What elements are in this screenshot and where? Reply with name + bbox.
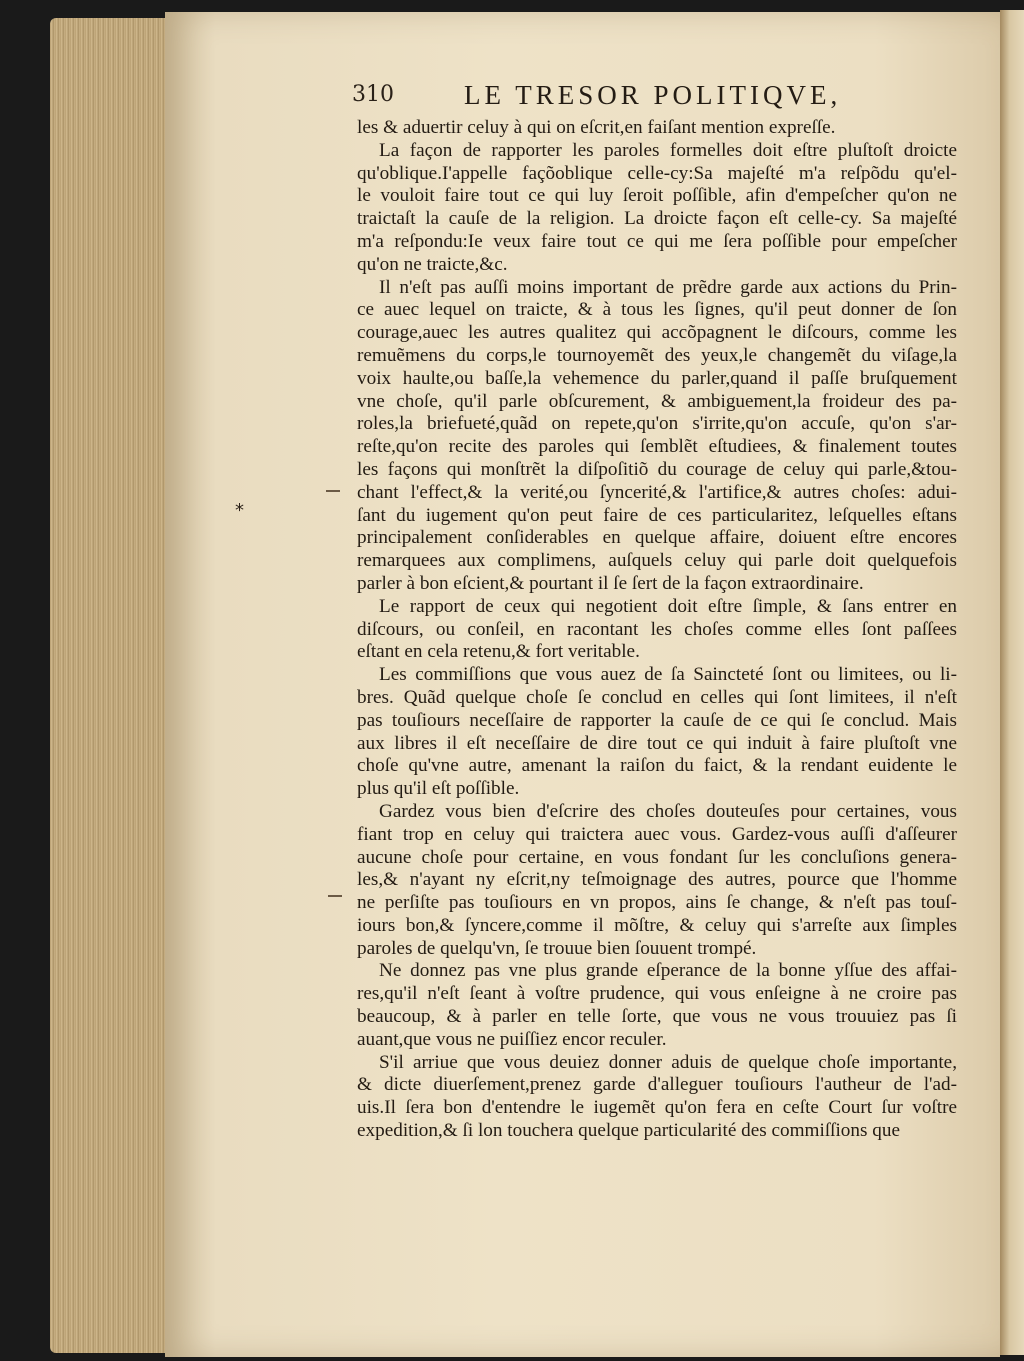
text-line: S'il arriue que vous deuiez donner aduis de quelque choſe importante, [379, 1051, 957, 1073]
text-line: choſe qu'vne autre, amenant la raiſon du faict, & la rendant euidente le [357, 755, 957, 777]
text-line: ne perſiſte pas touſiours en vn propos, ains ſe change, & n'eſt pas touſ- [357, 892, 957, 914]
text-line: reſte,qu'on recite des paroles qui ſemblẽt eſtudiees, & finalement toutes [357, 436, 957, 458]
text-line: parler à bon eſcient,& pourtant il ſe ſert de la façon extraordinaire. [357, 572, 864, 594]
paragraph [357, 277, 957, 596]
text-line: Les commiſſions que vous auez de ſa Saincteté ſont ou limitees, ou li- [379, 664, 957, 686]
text-line: m'a reſpondu:Ie veux faire tout ce qui me ſera poſſible pour empeſcher [357, 230, 957, 252]
text-line: expedition,& ſi lon touchera quelque particularité des commiſſions que [357, 1120, 900, 1142]
page-header [352, 80, 957, 116]
text-line: res,qu'il n'eſt ſeant à voſtre prudence, qui vous enſeigne à ne croire pas [357, 983, 957, 1005]
paragraph [357, 140, 957, 277]
text-line: ſant du iugement qu'on peut faire de ces particularitez, leſquelles eſtans [357, 504, 957, 526]
text-line: les & aduertir celuy à qui on eſcrit,en faiſant mention expreſſe. [357, 117, 836, 138]
text-line: Ne donnez pas vne plus grande eſperance de la bonne yſſue des affai- [379, 960, 957, 982]
text-line: pas touſiours neceſſaire de rapporter la cauſe de ce qui ſe conclud. Mais [357, 709, 957, 731]
margin-dash [326, 490, 340, 492]
text-line: plus qu'il eſt poſſible. [357, 778, 520, 800]
text-line: iours bon,& ſyncere,comme il mõſtre, & celuy qui s'arreſte aux ſimples [357, 914, 957, 936]
text-line: & dicte diuerſement,prenez garde d'alleguer touſiours l'autheur de l'ad- [357, 1074, 957, 1096]
body-text [357, 117, 957, 1143]
paragraph [357, 1052, 957, 1143]
text-line: uis.Il ſera bon d'entendre le iugemẽt qu'on fera en ceſte Court ſur voſtre [357, 1097, 957, 1119]
text-line: Le rapport de ceux qui negotient doit eſtre ſimple, & ſans entrer en [379, 595, 957, 617]
text-line: qu'oblique.I'appelle façõoblique celle-cy:Sa majeſté m'a reſpõdu qu'el- [357, 162, 957, 184]
text-line: qu'on ne traicte,&c. [357, 253, 508, 275]
text-line: aux libres il eſt neceſſaire de dire tout ce qui induit à faire pluſtoſt vne [357, 732, 957, 754]
margin-dash [328, 895, 342, 897]
text-line: bres. Quãd quelque choſe ſe conclud en celles qui ſont limitees, il n'eſt [357, 686, 957, 708]
text-line: Gardez vous bien d'eſcrire des choſes douteuſes pour certaines, vous [379, 800, 957, 822]
text-line: Il n'eſt pas auſſi moins important de prẽdre garde aux actions du Prin- [379, 276, 957, 298]
text-line: chant l'effect,& la verité,ou ſyncerité,& l'artifice,& autres choſes: adui- [357, 481, 957, 503]
folio-number: 310 [352, 82, 394, 107]
facing-page-edge [1000, 10, 1024, 1355]
paragraph [357, 801, 957, 961]
text-line: aucune choſe pour certaine, en vous fondant ſur les concluſions genera- [357, 846, 957, 868]
text-line: traictaſt la cauſe de la religion. La droicte façon eſt celle-cy. Sa majeſté [357, 208, 957, 230]
text-line: voix haulte,ou baſſe,la vehemence du parler,quand il paſſe bruſquement [357, 367, 957, 389]
text-line: vne choſe, qu'il parle obſcurement, & ambiguement,la froideur des pa- [357, 390, 957, 412]
text-line: diſcours, ou conſeil, en racontant les choſes comme elles ſont paſſees [357, 618, 957, 640]
book-fore-edge [50, 18, 170, 1353]
text-line: le vouloit faire tout ce qui luy ſeroit poſſible, afin d'empeſcher qu'on ne [357, 185, 957, 207]
text-line: principalement conſiderables en quelque affaire, doiuent eſtre encores [357, 527, 957, 549]
paragraph [357, 664, 957, 801]
paragraph [357, 960, 957, 1051]
text-line: ce auec lequel on traicte, & à tous les ſignes, qu'il peut donner de ſon [357, 299, 957, 321]
text-line: La façon de rapporter les paroles formelles doit eſtre pluſtoſt droicte [379, 139, 957, 161]
text-line: eſtant en cela retenu,& fort veritable. [357, 641, 640, 663]
paragraph [357, 596, 957, 664]
paragraph [357, 117, 957, 140]
text-line: remuẽmens du corps,le tournoyemẽt des yeux,le changemẽt du viſage,la [357, 344, 957, 366]
text-line: auant,que vous ne puiſſiez encor reculer. [357, 1028, 667, 1050]
text-line: remarquees aux complimens, auſquels celuy qui parle doit quelquefois [357, 550, 957, 572]
running-title: LE TRESOR POLITIQVE, [464, 80, 842, 110]
text-line: les,& n'ayant ny eſcrit,ny teſmoignage des autres, pource que l'homme [357, 869, 957, 891]
text-line: courage,auec les autres qualitez qui accõpagnent le diſcours, comme les [357, 322, 957, 344]
text-line: beaucoup, & à parler en telle ſorte, que vous ne vous trouuiez pas ſi [357, 1006, 957, 1028]
text-line: fiant trop en celuy qui traictera auec vous. Gardez-vous auſſi d'aſſeurer [357, 823, 957, 845]
margin-asterisk: * [235, 500, 244, 521]
text-line: les façons qui monſtrẽt la diſpoſitiõ du courage de celuy qui parle,&tou- [357, 458, 957, 480]
text-line: roles,la briefueté,quãd on repete,qu'on s'irrite,qu'on accuſe, qu'on s'ar- [357, 413, 957, 435]
text-line: paroles de quelqu'vn, ſe trouue bien ſouuent trompé. [357, 937, 757, 959]
